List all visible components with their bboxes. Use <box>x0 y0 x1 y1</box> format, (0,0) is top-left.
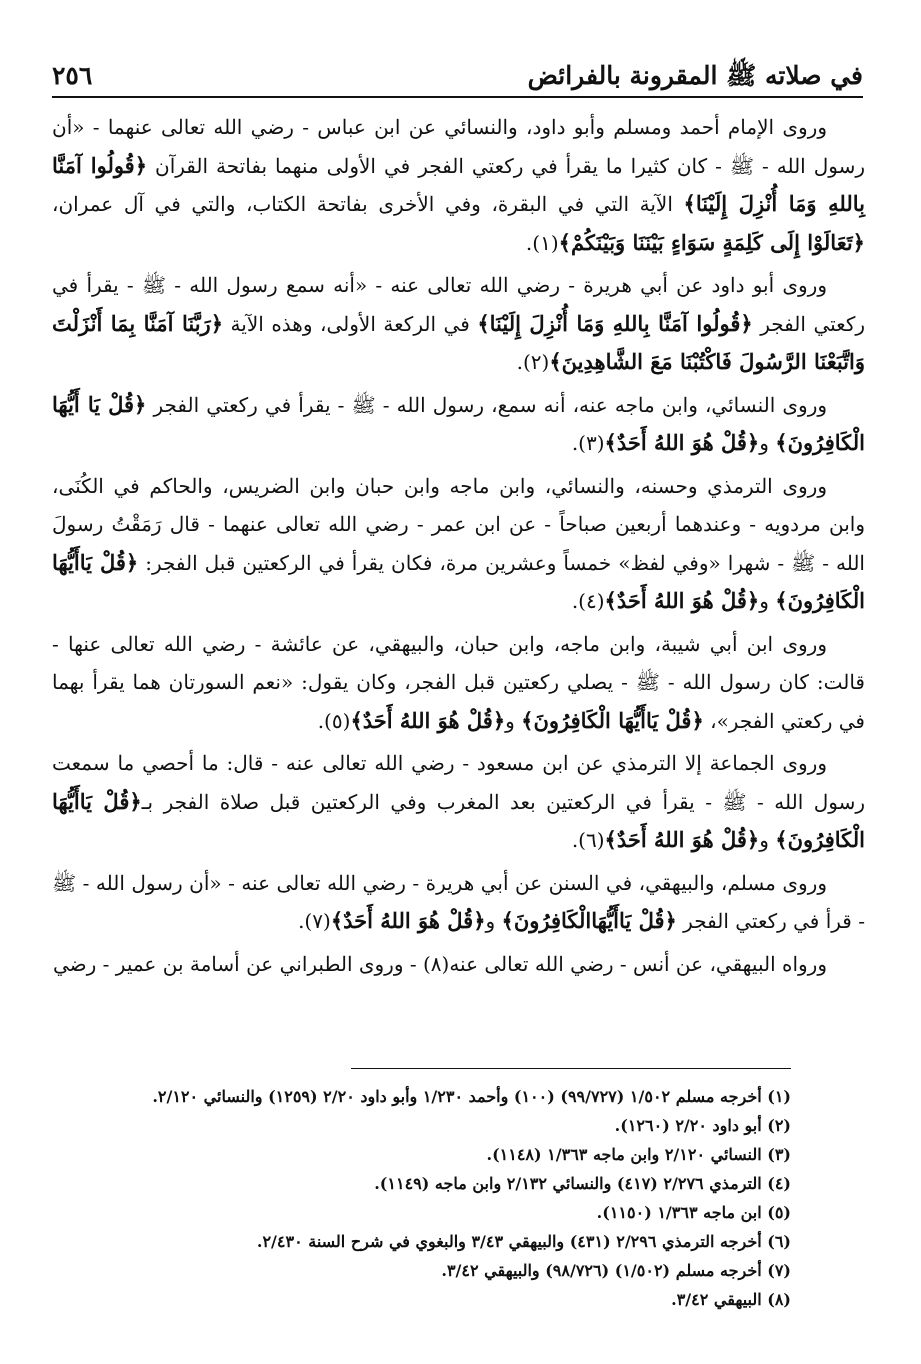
paragraph-text: وروى الإمام أحمد ومسلم وأبو داود، والنسائي عن ابن عباس - رضي الله تعالى عنهما - «أن رسول الله - ﷺ - كان كثيرا ما يقرأ في ركعتي الفجر في الأولى منهما بفاتحة القرآن <box>52 115 865 178</box>
paragraph <box>52 386 865 463</box>
paragraph-text: (٤). <box>571 589 605 613</box>
quran-verse: ﴿قُلْ هُوَ اللهُ أَحَدٌ﴾ <box>350 707 506 733</box>
footnotes <box>56 1082 791 1314</box>
paragraph <box>52 945 865 984</box>
paragraph-text: (٣). <box>571 431 605 455</box>
paragraph-text: وروى مسلم، والبيهقي، في السنن عن أبي هريرة - رضي الله تعالى عنه - «أن رسول الله - ﷺ - قرأ في ركعتي الفجر <box>52 870 865 933</box>
footnote: (٧) أخرجه مسلم (١/٥٠٢) (٩٨/٧٢٦) والبيهقي ٣/٤٢. <box>441 1261 791 1280</box>
quran-verse: ﴿قُلْ يَا أَيُّهَا الْكَافِرُونَ﴾ <box>52 391 865 455</box>
paragraph-text: و <box>485 909 502 933</box>
paragraph-text: و <box>759 431 776 455</box>
quran-verse: ﴿قُلْ هُوَ اللهُ أَحَدٌ﴾ <box>604 588 760 613</box>
quran-verse: ﴿قُولُوا آمَنَّا بِاللهِ وَمَا أُنْزِلَ إِلَيْنَا﴾ <box>477 310 753 336</box>
footnote-rule <box>351 1068 791 1069</box>
paragraph-text: في الركعة الأولى، وهذه الآية <box>223 311 478 336</box>
paragraph <box>52 625 865 741</box>
running-title: في صلاته ﷺ المقرونة بالفرائض <box>527 61 863 90</box>
paragraph-text: (٥). <box>317 708 351 733</box>
quran-verse: ﴿قُلْ يَاأَيُّهَا الْكَافِرُونَ﴾ <box>521 707 704 733</box>
paragraph <box>52 266 865 382</box>
paragraph-text: و <box>759 828 776 852</box>
paragraph-text: (١). <box>525 230 559 255</box>
footnote: (٨) البيهقي ٣/٤٢. <box>671 1290 791 1309</box>
paragraph-text: (٧). <box>298 909 331 933</box>
footnote: (٥) ابن ماجه ١/٣٦٣ (١١٥٠). <box>596 1203 791 1222</box>
paragraph-text: وروى النسائي، وابن ماجه عنه، أنه سمع، رسول الله - ﷺ - يقرأ في ركعتي الفجر <box>146 392 828 417</box>
quran-verse: ﴿قُولُوا آمَنَّا بِاللهِ وَمَا أُنْزِلَ إِلَيْنَا﴾ <box>52 152 865 216</box>
paragraph <box>52 864 865 941</box>
footnote: (٤) الترمذي ٢/٢٧٦ (٤١٧) والنسائي ٢/١٣٢ وابن ماجه (١١٤٩). <box>374 1174 791 1193</box>
quran-verse: ﴿قُلْ هُوَ اللهُ أَحَدٌ﴾ <box>330 908 486 933</box>
paragraph <box>52 744 865 860</box>
quran-verse: ﴿قُلْ هُوَ اللهُ أَحَدٌ﴾ <box>604 827 760 852</box>
paragraph-text: وروى الجماعة إلا الترمذي عن ابن مسعود - رضي الله تعالى عنه - قال: ما أحصي ما سمعت رسول الله - ﷺ - يقرأ في الركعتين بعد المغرب وفي الركعتين قبل صلاة الفجر بـ <box>52 751 866 814</box>
paragraph <box>52 467 865 621</box>
paragraph-text: وروى الترمذي وحسنه، والنسائي، وابن ماجه وابن حبان وابن الضريس، والحاكم في الكُنَى، وابن مردويه - وعندهما أربعين صباحاً - عن ابن عمر - رضي الله تعالى عنهما - قال رَمَقْتُ رسولَ الله - ﷺ - شهرا «وفي لفظ» خمساً وعشرين مرة، فكان يقرأ في الركعتين قبل الفجر: <box>52 473 865 575</box>
paragraph-text: (٦). <box>571 828 605 852</box>
header-rule <box>52 96 863 98</box>
paragraph-text: و <box>759 589 776 613</box>
paragraph-text: الآية التي في البقرة، وفي الأخرى بفاتحة الكتاب، والتي في آل عمران، <box>52 192 684 216</box>
footnote: (١) أخرجه مسلم ١/٥٠٢ (٩٩/٧٢٧) (١٠٠) وأحمد ١/٢٣٠ وأبو داود ٢/٢٠ (١٢٥٩) والنسائي ٢/١٢٠. <box>152 1087 791 1106</box>
quran-verse: ﴿قُلْ يَاأَيُّهَاالْكَافِرُونَ﴾ <box>501 908 677 933</box>
paragraph-text: ورواه البيهقي، عن أنس - رضي الله تعالى عنه(٨) - وروى الطبراني عن أسامة بن عمير - رضي <box>53 951 827 976</box>
footnote: (٣) النسائي ٢/١٢٠ وابن ماجه ١/٣٦٣ (١١٤٨). <box>486 1145 791 1164</box>
quran-verse: ﴿قُلْ هُوَ اللهُ أَحَدٌ﴾ <box>604 430 760 455</box>
paragraph <box>52 108 865 262</box>
quran-verse: ﴿قُلْ يَاأَيُّهَا الْكَافِرُونَ﴾ <box>52 549 865 613</box>
page-header <box>52 52 863 92</box>
paragraph-text: وروى ابن أبي شيبة، وابن ماجه، وابن حبان، والبيهقي، عن عائشة - رضي الله تعالى عنها - قالت: كان رسول الله - ﷺ - يصلي ركعتين قبل الفجر، وكان يقول: «نعم السورتان هما يقرأ بهما في ركعتي الفجر»، <box>52 631 865 733</box>
quran-verse: ﴿تَعَالَوْا إِلَى كَلِمَةٍ سَوَاءٍ بَيْنَنَا وَبَيْنَكُمْ﴾ <box>558 229 865 255</box>
paragraph-text: (٢). <box>516 350 550 374</box>
paragraph-text: وروى أبو داود عن أبي هريرة - رضي الله تعالى عنه - «أنه سمع رسول الله - ﷺ - يقرأ في ركعتي الفجر <box>52 273 865 336</box>
quran-verse: ﴿قُلْ يَاأَيُّهَا الْكَافِرُونَ﴾ <box>52 788 865 852</box>
paragraph-text: و <box>505 708 522 733</box>
main-text <box>52 108 865 987</box>
page-number: ٢٥٦ <box>52 61 93 90</box>
quran-verse: ﴿رَبَّنَا آمَنَّا بِمَا أَنْزَلْتَ وَاتَّبَعْنَا الرَّسُولَ فَاكْتُبْنَا مَعَ الشَّاهِدِينَ﴾ <box>52 310 865 374</box>
footnote: (٦) أخرجه الترمذي ٢/٢٩٦ (٤٣١) والبيهقي ٣/٤٣ والبغوي في شرح السنة ٢/٤٣٠. <box>256 1232 791 1251</box>
footnote: (٢) أبو داود ٢/٢٠ (١٢٦٠). <box>614 1116 791 1135</box>
